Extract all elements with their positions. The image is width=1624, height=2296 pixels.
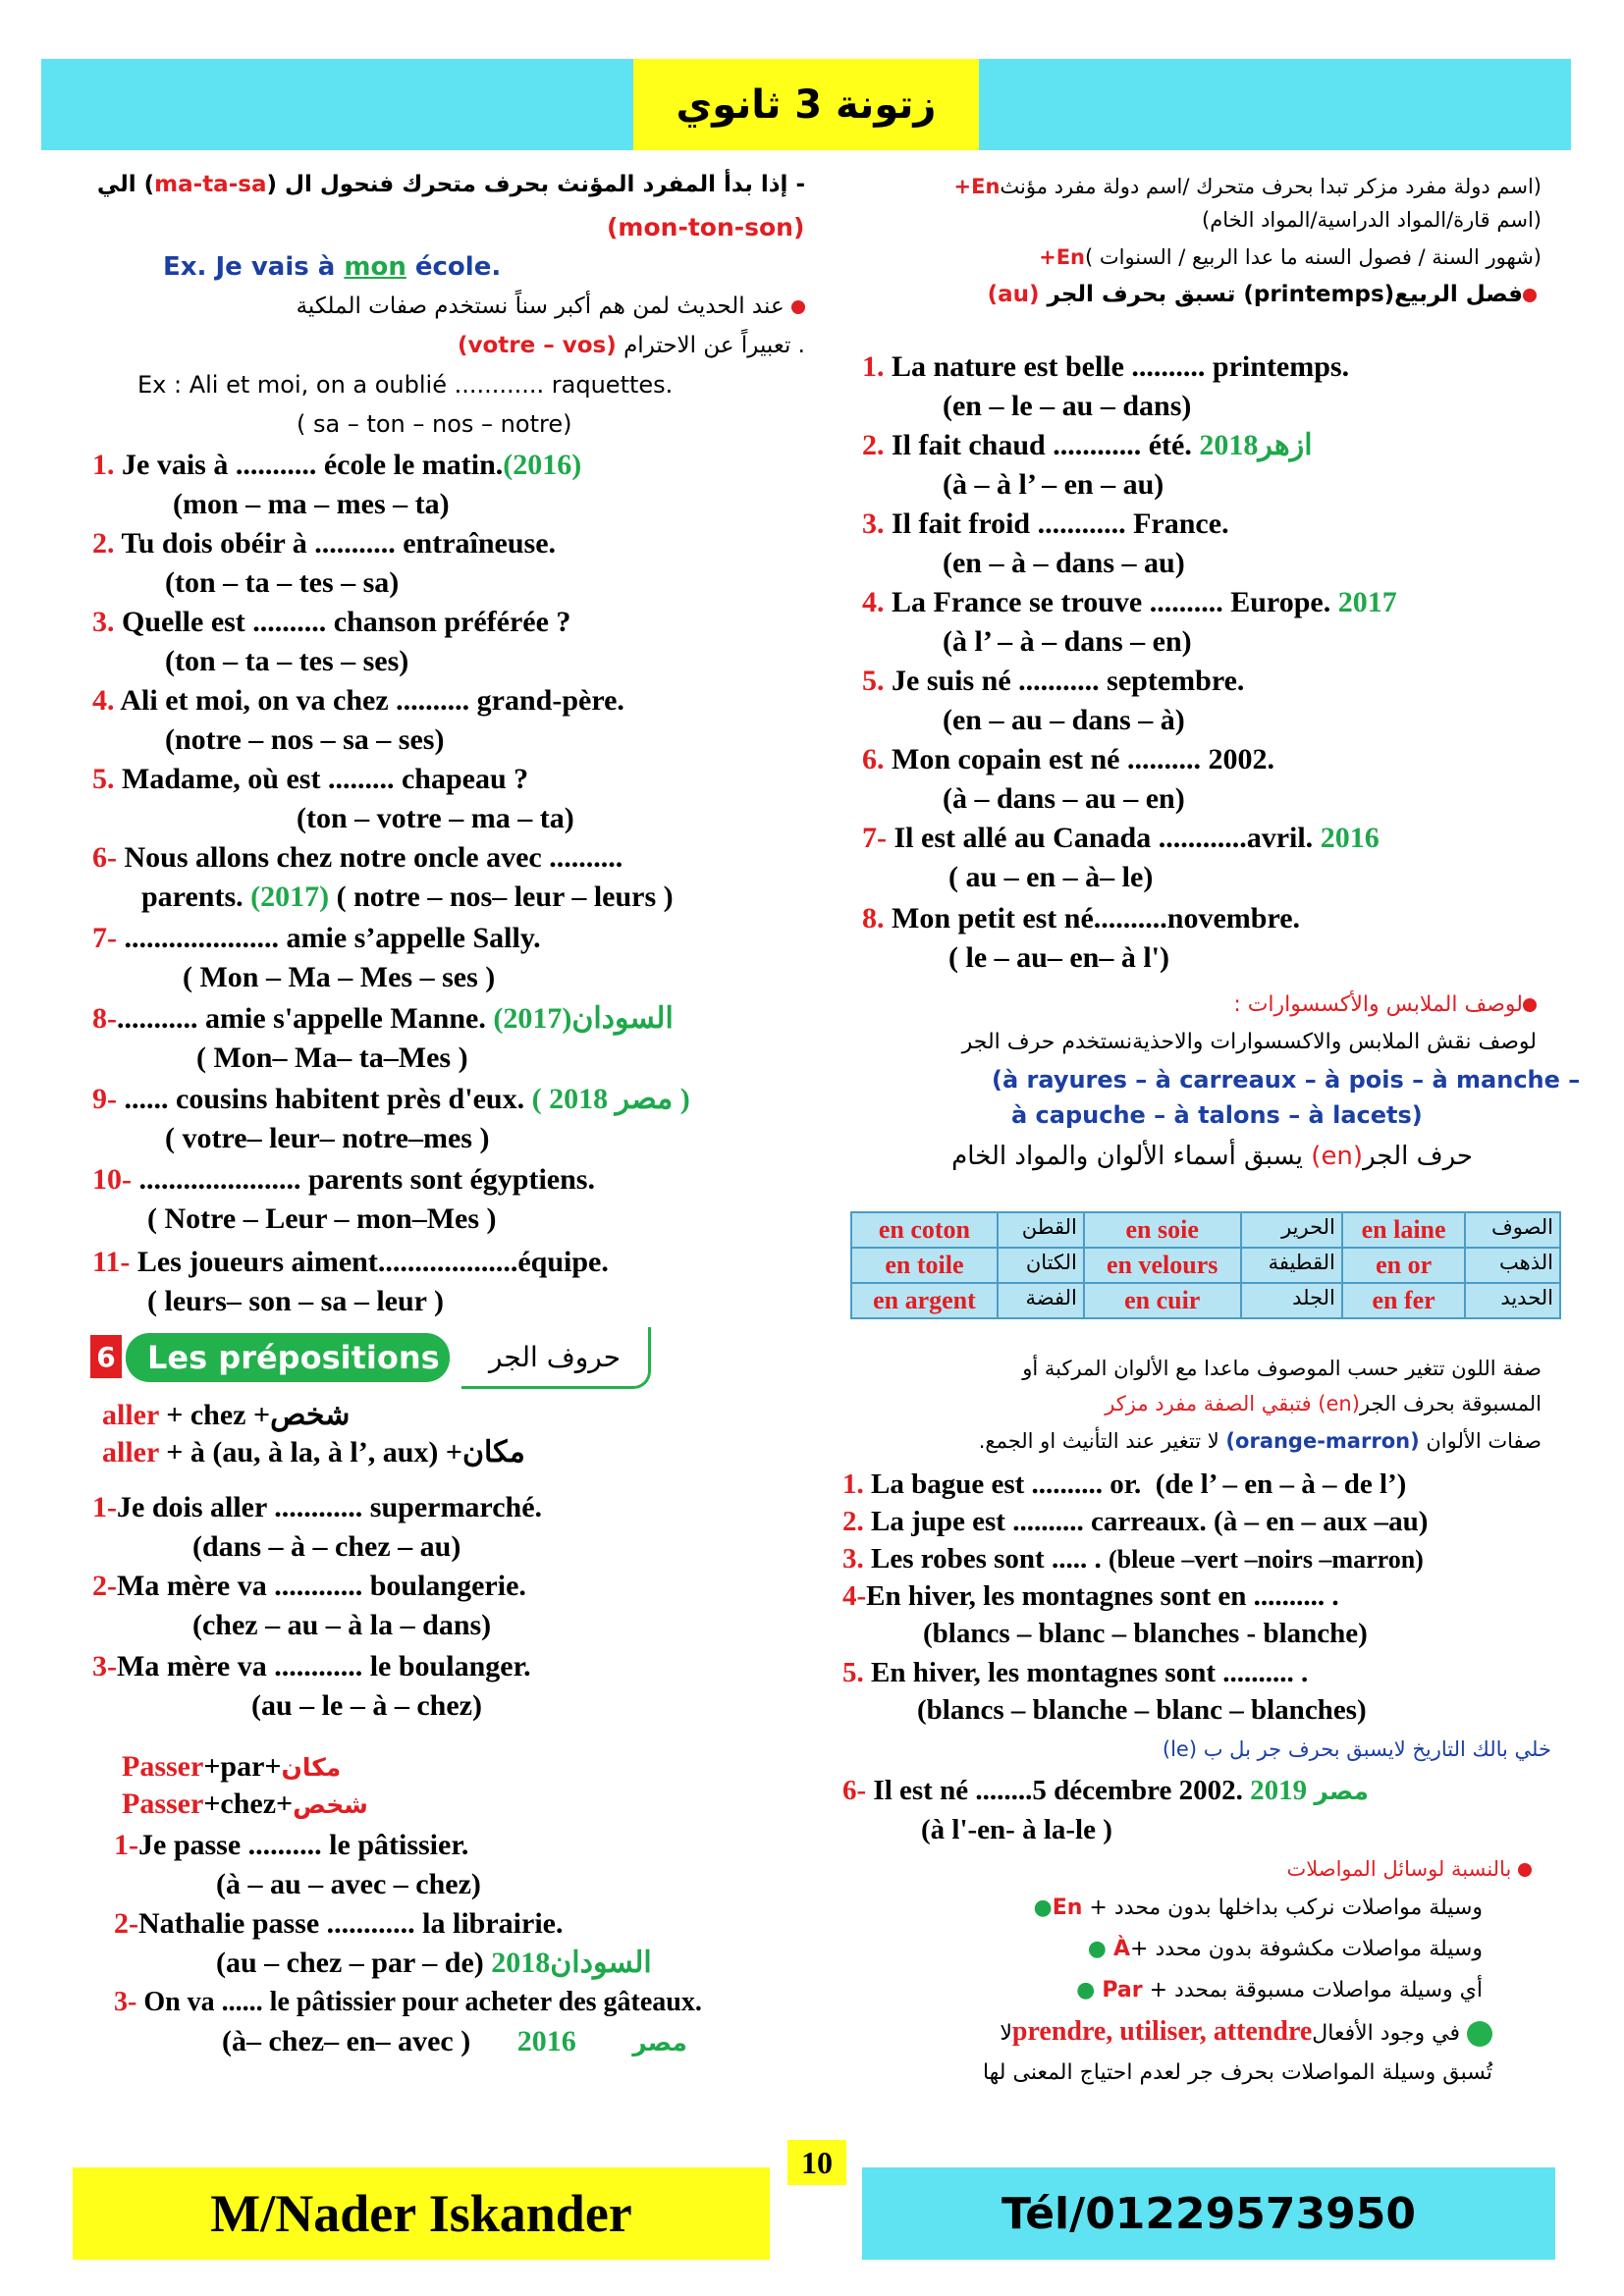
q-prep-1-options: (dans – à – chez – au) bbox=[192, 1530, 461, 1563]
q-poss-1-options: (mon – ma – mes – ta) bbox=[173, 488, 450, 520]
rule-en-1b: (اسم قارة/المواد الدراسية/المواد الخام) bbox=[1202, 208, 1542, 232]
q-poss-9-options: ( votre– leur– notre–mes ) bbox=[165, 1122, 490, 1154]
transport-verbs: في وجود الأفعالprendre, utiliser, attendreلا bbox=[854, 2014, 1492, 2052]
q-color-3: 3. Les robes sont ..... . (bleue –vert –noirs –marron) bbox=[842, 1543, 1424, 1575]
section-number: 6 bbox=[90, 1335, 122, 1378]
q-en-5: 5. Je suis né ........... septembre. bbox=[862, 665, 1245, 697]
clothes-rule: لوصف نقش الملابس والاكسسوارات والاحذيةنستخدم حرف الجر bbox=[961, 1030, 1537, 1054]
q-poss-9: 9- ...... cousins habitent près d'eux. ( 2018 مصر ) bbox=[92, 1083, 690, 1115]
q-color-5: 5. En hiver, les montagnes sont .......... . bbox=[842, 1657, 1309, 1688]
q-en-7-options: ( au – en – à– le) bbox=[948, 861, 1154, 893]
q-color-1: 1. La bague est .......... or. (de l’ – en – à – de l’) bbox=[842, 1468, 1407, 1500]
q-poss-5-options: (ton – votre – ma – ta) bbox=[297, 802, 574, 834]
color-rule-1: صفة اللون تتغير حسب الموصوف ماعدا مع الألوان المركبة أو bbox=[1022, 1357, 1542, 1380]
q-color-4: 4-En hiver, les montagnes sont en .......... . bbox=[842, 1580, 1339, 1612]
rule-respect-2: (votre – vos) تعبيراً عن الاحترام . bbox=[457, 333, 805, 358]
q-color-4-options: (blancs – blanc – blanches - blanche) bbox=[923, 1618, 1368, 1649]
transport-en: وسيلة مواصلات نركب بداخلها بدون محدد + En● bbox=[1033, 1896, 1483, 1920]
q-prep-3: 3-Ma mère va ............ le boulanger. bbox=[92, 1650, 531, 1682]
materials-table bbox=[850, 1211, 1561, 1319]
aller-chez-rule: aller + chez +شخص bbox=[102, 1399, 351, 1431]
q-poss-6b: parents. (2017) ( notre – nos– leur – leurs ) bbox=[141, 881, 674, 913]
table-row: en coton القطن en soie الحرير en laine الصوف bbox=[851, 1212, 1560, 1248]
date-rule: خلي بالك التاريخ لايسبق بحرف جر بل ب (le) bbox=[1162, 1737, 1551, 1761]
transport-rule-end: تُسبق وسيلة المواصلات بحرف جر لعدم احتياج المعنى لها bbox=[982, 2060, 1492, 2085]
q-en-7: 7- Il est allé au Canada ............avril. 2016 bbox=[862, 822, 1380, 854]
q-prep-3-options: (au – le – à – chez) bbox=[251, 1689, 482, 1722]
color-rule-3: صفات الألوان (orange-marron) لا تتغير عند التأنيث او الجمع. bbox=[978, 1429, 1542, 1453]
passer-chez-rule: Passer+chez+شخص bbox=[122, 1788, 368, 1820]
q-passer-3-options: (à– chez– en– avec ) 2016 مصر bbox=[222, 2025, 687, 2057]
section-title: Les prépositions bbox=[126, 1333, 450, 1382]
clothes-title: لوصف الملابس والأكسسوارات : bbox=[854, 988, 1537, 1023]
q-en-2: 2. Il fait chaud ............ été. 2018ازهر bbox=[862, 429, 1313, 461]
aller-a-rule: aller + à (au, à la, à l’, aux) +مكان bbox=[102, 1436, 525, 1468]
q-passer-3: 3- On va ...... le pâtissier pour acheter des gâteaux. bbox=[114, 1987, 702, 2017]
passer-par-rule: Passer+par+مكان bbox=[122, 1750, 342, 1783]
q-poss-7: 7- ..................... amie s’appelle Sally. bbox=[92, 922, 541, 954]
example-2-options: ( sa – ton – nos – notre) bbox=[297, 410, 572, 438]
rule-en-2: (شهور السنة / فصول السنه ما عدا الربيع / السنوات )En+ bbox=[1039, 245, 1542, 269]
q-poss-4-options: (notre – nos – sa – ses) bbox=[165, 723, 445, 756]
q-en-5-options: (en – au – dans – à) bbox=[943, 704, 1185, 736]
q-color-2: 2. La jupe est .......... carreaux. (à – en – aux –au) bbox=[842, 1506, 1429, 1537]
q-en-1-options: (en – le – au – dans) bbox=[943, 390, 1192, 422]
rule-possessive-vowel: - إذا بدأ المفرد المؤنث بحرف متحرك فنحول ال (ma-ta-sa) الي bbox=[96, 172, 805, 197]
bullet-icon bbox=[791, 300, 805, 314]
q-poss-4: 4. Ali et moi, on va chez .......... grand-père. bbox=[92, 684, 624, 717]
example-2: Ex : Ali et moi, on a oublié ............ raquettes. bbox=[137, 371, 674, 399]
q-poss-6: 6- Nous allons chez notre oncle avec .......... bbox=[92, 841, 623, 874]
q-en-8-options: ( le – au– en– à l') bbox=[948, 941, 1169, 974]
q-en-6-options: (à – dans – au – en) bbox=[943, 782, 1185, 815]
q-poss-2: 2. Tu dois obéir à ........... entraîneuse. bbox=[92, 527, 557, 560]
q-poss-10-options: ( Notre – Leur – mon–Mes ) bbox=[147, 1202, 497, 1235]
q-poss-11-options: ( leurs– son – sa – leur ) bbox=[147, 1285, 444, 1317]
q-passer-1: 1-Je passe .......... le pâtissier. bbox=[114, 1829, 469, 1861]
rule-en-1: (اسم دولة مفرد مزكر تبدا بحرف متحرك /اسم دولة مفرد مؤنثEn+ bbox=[953, 175, 1542, 198]
bullet-icon bbox=[1518, 1863, 1532, 1877]
q-poss-8: 8-........... amie s'appelle Manne. (2017)السودان bbox=[92, 1002, 674, 1035]
q-en-8: 8. Mon petit est né..........novembre. bbox=[862, 902, 1301, 934]
rule-au: فصل الربيع(printemps) تسبق بحرف الجر (au) bbox=[854, 277, 1537, 312]
q-date-6-options: (à l'-en- à la-le ) bbox=[921, 1814, 1112, 1845]
page-number: 10 bbox=[787, 2140, 846, 2185]
en-colors-rule: حرف الجر(en) يسبق أسماء الألوان والمواد الخام bbox=[951, 1142, 1473, 1171]
q-poss-11: 11- Les joueurs aiment...................équipe. bbox=[92, 1246, 609, 1278]
q-en-4: 4. La France se trouve .......... Europe. 2017 bbox=[862, 586, 1397, 618]
q-passer-1-options: (à – au – avec – chez) bbox=[216, 1868, 481, 1900]
q-en-6: 6. Mon copain est né .......... 2002. bbox=[862, 743, 1274, 775]
q-prep-2: 2-Ma mère va ............ boulangerie. bbox=[92, 1570, 526, 1602]
example-1: Ex. Je vais à mon école. bbox=[163, 252, 502, 282]
q-poss-7-options: ( Mon – Ma – Mes – ses ) bbox=[183, 961, 496, 993]
bullet-icon bbox=[1523, 998, 1537, 1012]
table-row: en argent الفضة en cuir الجلد en fer الحديد bbox=[851, 1283, 1560, 1318]
clothes-list-2: à capuche – à talons – à lacets) bbox=[1011, 1101, 1423, 1129]
q-poss-10: 10- ...................... parents sont égyptiens. bbox=[92, 1163, 595, 1196]
clothes-list-1: (à rayures – à carreaux – à pois – à manche – bbox=[992, 1066, 1581, 1094]
q-en-3-options: (en – à – dans – au) bbox=[943, 547, 1185, 579]
q-date-6: 6- Il est né ........5 décembre 2002. 2019 مصر bbox=[842, 1775, 1369, 1806]
q-poss-2-options: (ton – ta – tes – sa) bbox=[165, 566, 400, 599]
q-poss-3-options: (ton – ta – tes – ses) bbox=[165, 645, 409, 677]
q-poss-5: 5. Madame, où est ......... chapeau ? bbox=[92, 763, 529, 795]
q-prep-1: 1-Je dois aller ............ supermarché. bbox=[92, 1491, 543, 1523]
transport-a: وسيلة مواصلات مكشوفة بدون محدد +À ● bbox=[1087, 1937, 1483, 1961]
color-rule-2: المسبوقة بحرف الجر(en) فتبقي الصفة مفرد مزكر bbox=[1105, 1392, 1542, 1415]
q-en-2-options: (à – à l’ – en – au) bbox=[943, 468, 1164, 501]
q-passer-2: 2-Nathalie passe ............ la librairie. bbox=[114, 1907, 564, 1940]
q-poss-1: 1. Je vais à ........... école le matin.(2016) bbox=[92, 449, 582, 481]
rule-possessive-list: (mon-ton-son) bbox=[607, 213, 805, 241]
q-prep-2-options: (chez – au – à la – dans) bbox=[192, 1609, 492, 1641]
bullet-icon bbox=[1523, 289, 1537, 302]
q-poss-8-options: ( Mon– Ma– ta–Mes ) bbox=[196, 1041, 468, 1074]
section-title-arabic: حروف الجر bbox=[461, 1327, 651, 1389]
phone-number: Tél/01229573950 bbox=[862, 2167, 1555, 2260]
transport-par: أي وسيلة مواصلات مسبوقة بمحدد + Par ● bbox=[1076, 1978, 1483, 2002]
q-poss-3: 3. Quelle est .......... chanson préférée ? bbox=[92, 606, 571, 638]
q-en-4-options: (à l’ – à – dans – en) bbox=[943, 625, 1192, 658]
table-row: en toile الكتان en velours القطيفة en or الذهب bbox=[851, 1248, 1560, 1283]
q-en-1: 1. La nature est belle .......... printemps. bbox=[862, 350, 1350, 383]
bullet-icon bbox=[1467, 2021, 1492, 2047]
q-en-3: 3. Il fait froid ............ France. bbox=[862, 507, 1229, 540]
q-color-5-options: (blancs – blanche – blanc – blanches) bbox=[917, 1694, 1367, 1726]
page-title: زتونة 3 ثانوي bbox=[633, 59, 979, 150]
rule-respect: عند الحديث لمن هم أكبر سناً نستخدم صفات الملكية bbox=[98, 289, 805, 324]
author-name: M/Nader Iskander bbox=[73, 2167, 770, 2260]
q-passer-2-options: (au – chez – par – de) السودان2018 bbox=[216, 1947, 652, 1979]
transport-title: بالنسبة لوسائل المواصلات bbox=[854, 1851, 1532, 1887]
